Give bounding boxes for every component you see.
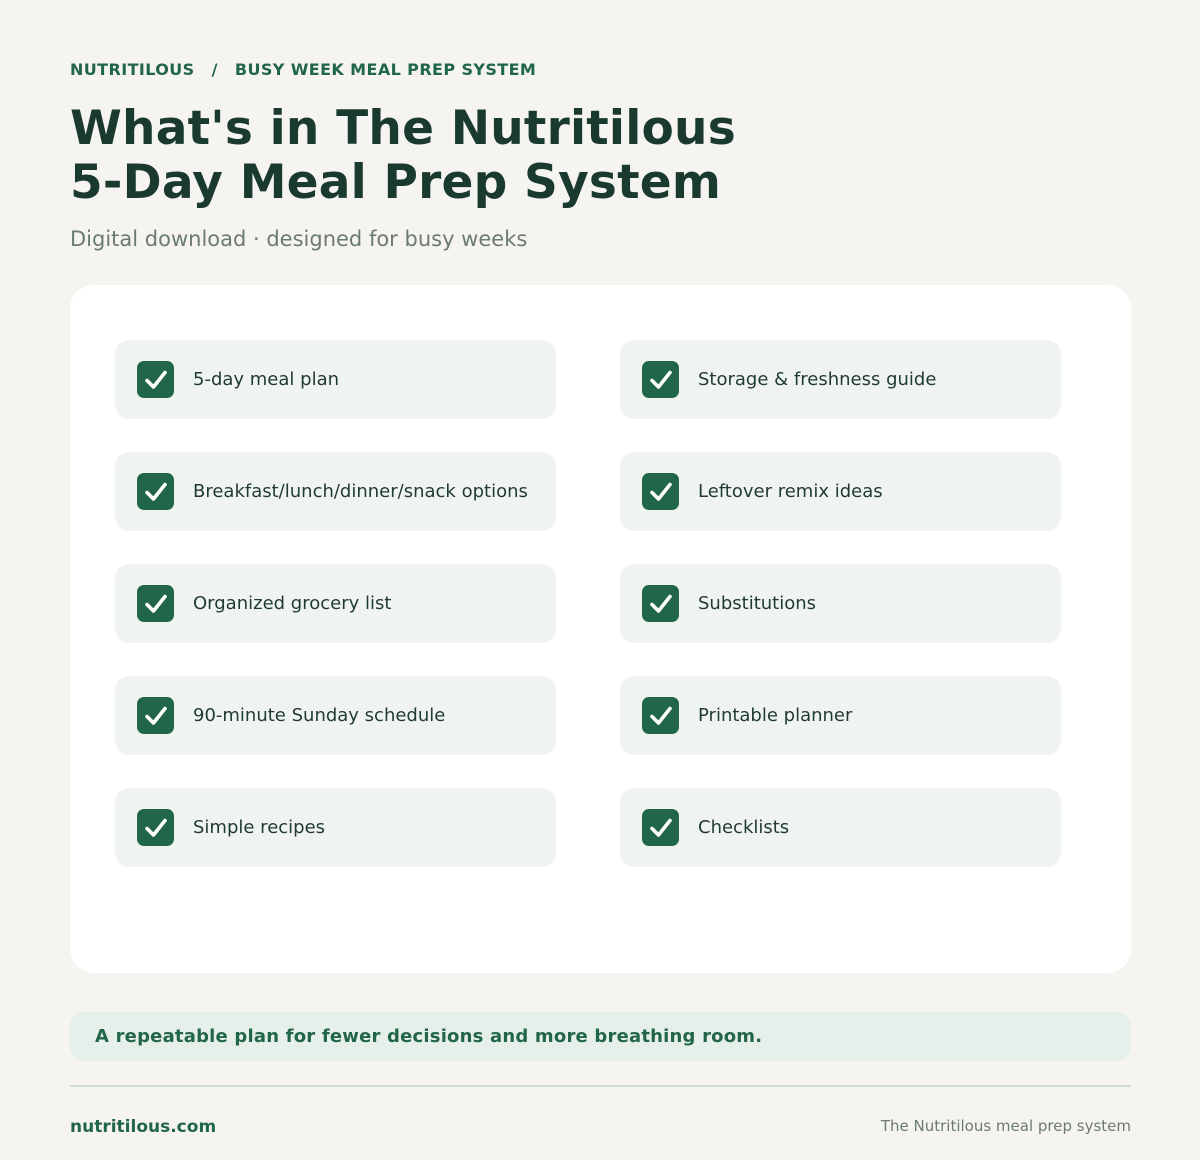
contents-card [70, 285, 1131, 973]
list-item-label: 5-day meal plan [193, 368, 340, 390]
checkbox-checked-icon [642, 585, 679, 622]
checkbox-checked-icon [137, 473, 174, 510]
list-item [620, 788, 1061, 867]
list-item [620, 564, 1061, 643]
page-title [70, 102, 736, 210]
list-item [620, 676, 1061, 755]
list-item [620, 340, 1061, 419]
list-item-label: 90-minute Sunday schedule [193, 704, 446, 726]
checkbox-checked-icon [137, 585, 174, 622]
list-item [115, 788, 556, 867]
list-item [115, 340, 556, 419]
list-item [115, 564, 556, 643]
checkbox-checked-icon [642, 809, 679, 846]
list-item-label: Printable planner [698, 704, 853, 726]
breadcrumb-separator: / [211, 60, 218, 79]
list-item-label: Leftover remix ideas [698, 480, 883, 502]
checkbox-checked-icon [642, 697, 679, 734]
list-item-label: Organized grocery list [193, 592, 392, 614]
list-item [620, 452, 1061, 531]
list-item-label: Checklists [698, 816, 790, 838]
list-item-label: Substitutions [698, 592, 817, 614]
list-item-label: Simple recipes [193, 816, 326, 838]
list-item [115, 452, 556, 531]
checkbox-checked-icon [642, 473, 679, 510]
breadcrumb-section[interactable]: BUSY WEEK MEAL PREP SYSTEM [234, 60, 537, 79]
checkbox-checked-icon [137, 809, 174, 846]
checkbox-checked-icon [642, 361, 679, 398]
footer-site-link[interactable]: nutritilous.com [70, 1117, 217, 1137]
page-subtitle: Digital download · designed for busy weeks [70, 227, 528, 251]
list-item [115, 676, 556, 755]
list-item-label: Storage & freshness guide [698, 368, 937, 390]
checkbox-checked-icon [137, 361, 174, 398]
breadcrumb-brand[interactable]: NUTRITILOUS [70, 60, 195, 79]
tagline-banner [70, 1012, 1131, 1061]
list-item-label: Breakfast/lunch/dinner/snack options [193, 480, 528, 502]
footer-caption: The Nutritilous meal prep system [880, 1117, 1131, 1135]
page-title-line-1: What's in The Nutritilous [70, 101, 736, 156]
breadcrumb [70, 60, 536, 80]
footer-divider [70, 1085, 1131, 1087]
page-title-line-2: 5-Day Meal Prep System [70, 155, 722, 210]
tagline-text: A repeatable plan for fewer decisions and more breathing room. [95, 1026, 763, 1047]
checkbox-checked-icon [137, 697, 174, 734]
